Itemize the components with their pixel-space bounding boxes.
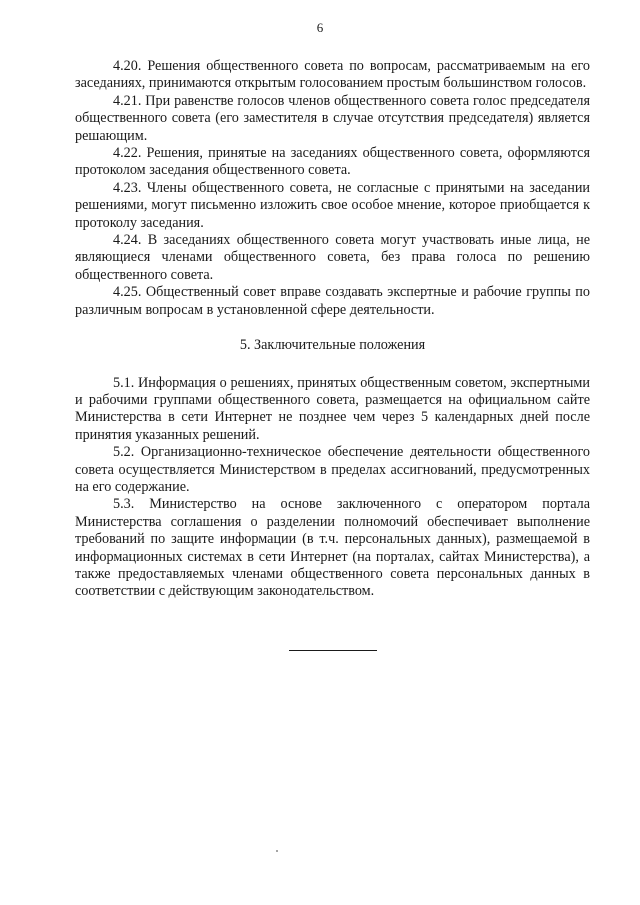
- paragraph-5-3: 5.3. Министерство на основе заключенного с оператором портала Министерства соглашения о разделении полномочий обеспечивает выполнение требований по защите информации (в т.ч. персональных данных), размещаемой в информационных системах в сети Интернет (на порталах, сайтах Министерства), а также предоставляемых членами общественного совета персональных данных в соответствии с действующим законодательством.: [75, 496, 590, 600]
- end-of-document-rule: [289, 650, 377, 651]
- document-body: [75, 58, 590, 601]
- paragraph-4-22: 4.22. Решения, принятые на заседаниях общественного совета, оформляются протоколом заседания общественного совета.: [75, 145, 590, 179]
- page-number: 6: [316, 20, 324, 35]
- scan-speck: [276, 850, 278, 852]
- paragraph-4-20: 4.20. Решения общественного совета по вопросам, рассматриваемым на его заседаниях, принимаются открытым голосованием простым большинством голосов.: [75, 58, 590, 92]
- paragraph-5-1: 5.1. Информация о решениях, принятых общественным советом, экспертными и рабочими группами общественного совета, размещается на официальном сайте Министерства в сети Интернет не позднее чем через 5 календарных дней после принятия указанных решений.: [75, 374, 590, 443]
- paragraph-4-21: 4.21. При равенстве голосов членов общественного совета голос председателя общественного совета (его заместителя в случае отсутствия председателя) является решающим.: [75, 92, 590, 144]
- paragraph-4-24: 4.24. В заседаниях общественного совета могут участвовать иные лица, не являющиеся членами общественного совета, без права голоса по решению общественного совета.: [75, 232, 590, 283]
- section-5-title: 5. Заключительные положения: [239, 337, 426, 354]
- paragraph-4-25: 4.25. Общественный совет вправе создавать экспертные и рабочие группы по различным вопросам в установленной сфере деятельности.: [75, 284, 590, 318]
- paragraph-4-23: 4.23. Члены общественного совета, не согласные с принятыми на заседании решениями, могут письменно изложить свое особое мнение, которое приобщается к протоколу заседания.: [75, 179, 590, 231]
- paragraph-5-2: 5.2. Организационно-техническое обеспечение деятельности общественного совета осуществляется Министерством в пределах ассигнований, предусмотренных на его содержание.: [75, 444, 590, 495]
